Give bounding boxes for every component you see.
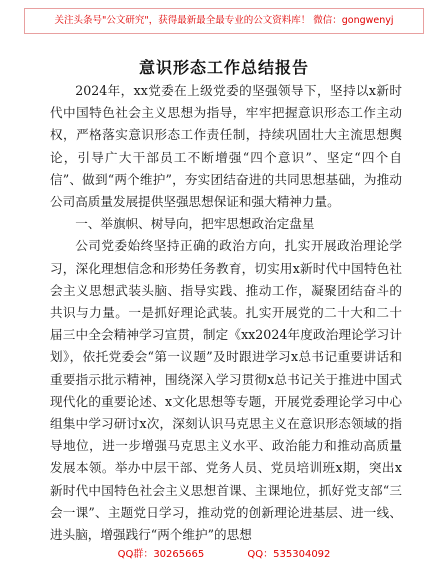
document-title: 意识形态工作总结报告 — [138, 58, 309, 77]
qq-group-text: QQ群：30265665 — [117, 549, 205, 560]
qq-text: QQ：535304092 — [247, 549, 331, 560]
contact-footer — [0, 545, 448, 560]
section-heading: 一、举旗帜、树导向，把牢思想政治定盘星 — [75, 216, 315, 232]
intro-paragraph: 2024年，xx党委在上级党委的坚强领导下，坚持以x新时代中国特色社会主义思想为指导，牢牢把握意识形态工作主动权，严格落实意识形态工作责任制，持续巩固壮大主流思想舆论，引导广大干部员工不断增强“四个意识”、坚定“四个自信”、做到“两个维护”，夯实团结奋进的共同思想基础，为推动公司高质量发展提供坚强思想保证和强大精神力量。 — [50, 83, 402, 210]
promo-banner: 关注头条号"公文研究"，获得最新最全最专业的公文资料库！ 微信：gongwenyj — [24, 8, 424, 34]
section-paragraph: 公司党委始终坚持正确的政治方向，扎实开展政治理论学习，深化理想信念和形势任务教育，切实用x新时代中国特色社会主义思想武装头脑、指导实践、推动工作，凝聚团结奋斗的共识与力量。一是抓好理论武装。扎实开展党的二十大和二十届三中全会精神学习宣贯，制定《xx2024年度政治理论学习计划》，依托党委会“第一议题”及时跟进学习x总书记重要讲话和重要指示批示精神，围绕深入学习贯彻x总书记关于推进中国式现代化的重要论述、x文化思想等专题，开展党委理论学习中心组集中学习研讨x次，深刻认识马克思主义在意识形态领域的指导地位，进一步增强马克思主义水平、政治能力和推动高质量发展本领。举办中层干部、党务人员、党员培训班x期，突出x新时代中国特色社会主义思想首课、主课地位，抓好党支部“三会一课”、主题党日学习，推动党的创新理论进基层、进一线、进头脑，增强践行“两个维护”的思想 — [50, 238, 402, 543]
document-body — [50, 80, 402, 546]
